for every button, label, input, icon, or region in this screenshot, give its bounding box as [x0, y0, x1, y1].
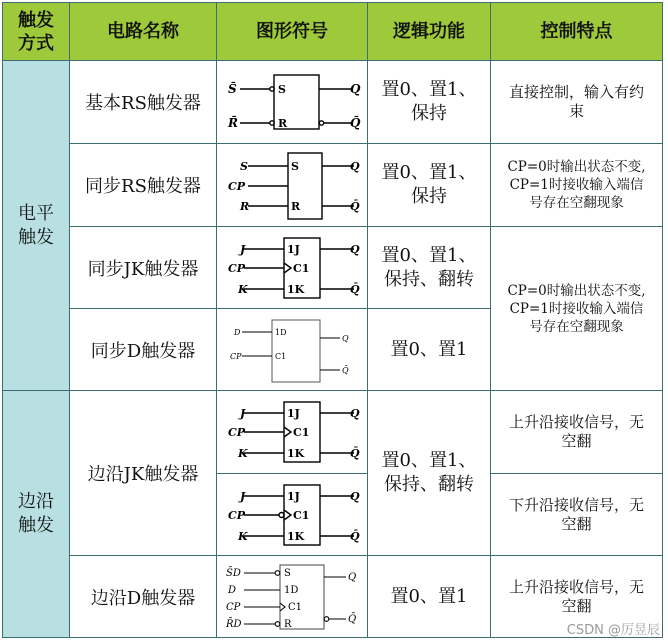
- input-label: R̄: [228, 116, 238, 130]
- symbol-edge-jk-rising: [217, 391, 368, 474]
- sync-rs-symbol: [222, 148, 362, 222]
- input-label: S̄D: [226, 567, 241, 579]
- pin-label: C1: [288, 601, 303, 613]
- watermark: CSDN @厉昱辰: [566, 623, 660, 638]
- clock-label: CP: [228, 508, 246, 522]
- symbol-sync-jk: [217, 227, 368, 309]
- symbol-sync-rs: [217, 144, 368, 227]
- output-label: Q: [350, 82, 361, 96]
- control-feature: 上升沿接收信号，无 空翻: [491, 391, 663, 474]
- input-label: D: [228, 584, 237, 596]
- pin-label: 1K: [287, 447, 305, 460]
- edge-jk-falling-symbol: [222, 480, 362, 550]
- circuit-name: 同步JK触发器: [70, 227, 217, 309]
- sync-jk-symbol: [222, 233, 362, 303]
- input-label: S̄: [228, 82, 237, 96]
- control-feature: CP=0时输出状态不变, CP=1时接收输入端信 号存在空翻现象: [491, 227, 663, 391]
- circuit-name: 边沿D触发器: [70, 556, 217, 638]
- header-logic-function: 逻辑功能: [368, 3, 491, 61]
- category-level-trigger: 电平 触发: [3, 61, 70, 391]
- circuit-name: 同步D触发器: [70, 309, 217, 391]
- pin-label: C1: [275, 351, 287, 361]
- pin-label: 1J: [287, 242, 300, 256]
- input-label: K: [238, 529, 248, 543]
- output-label: Q: [350, 242, 360, 256]
- output-label: Q̄: [350, 282, 360, 296]
- circuit-name: 边沿JK触发器: [70, 391, 217, 556]
- control-feature: CP=0时输出状态不变, CP=1时接收输入端信 号存在空翻现象: [491, 144, 663, 227]
- output-label: Q: [342, 333, 349, 343]
- output-label: Q̄: [350, 447, 360, 460]
- logic-function: 置0、置1、 保持: [368, 144, 491, 227]
- table-row: [3, 556, 663, 638]
- table-row: [3, 61, 663, 144]
- table-row: [3, 391, 663, 474]
- control-feature: 直接控制，输入有约 束: [491, 61, 663, 144]
- clock-label: CP: [226, 601, 241, 613]
- logic-function: 置0、置1、 保持、翻转: [368, 227, 491, 309]
- edge-d-symbol: [222, 561, 362, 633]
- category-edge-trigger: 边沿 触发: [3, 391, 70, 638]
- pin-label: 1D: [284, 584, 299, 596]
- edge-jk-rising-symbol: [222, 397, 362, 467]
- output-label: Q̄: [350, 116, 361, 130]
- output-label: Q: [348, 571, 357, 583]
- logic-function: 置0、置1、 保持: [368, 61, 491, 144]
- symbol-sync-d: [217, 309, 368, 391]
- clock-label: CP: [228, 180, 246, 193]
- control-feature: 下升沿接收信号，无 空翻: [491, 474, 663, 556]
- input-label: S: [240, 160, 248, 173]
- pin-label: C1: [293, 508, 310, 522]
- symbol-basic-rs: [217, 61, 368, 144]
- pin-label: C1: [293, 426, 310, 439]
- logic-function: 置0、置1: [368, 309, 491, 391]
- sync-d-symbol: [222, 314, 362, 386]
- input-label: K: [238, 447, 248, 460]
- pin-label: 1K: [287, 282, 305, 296]
- table-row: [3, 227, 663, 309]
- output-label: Q: [350, 160, 360, 173]
- control-feature: 上升沿接收信号，无 空翻: [491, 556, 663, 638]
- basic-rs-symbol: [222, 67, 362, 137]
- output-label: Q: [350, 489, 360, 503]
- pin-label: S: [291, 160, 299, 173]
- pin-label: 1J: [287, 407, 300, 420]
- output-label: Q̄: [350, 200, 360, 213]
- input-label: J: [240, 407, 246, 420]
- output-label: Q: [350, 407, 360, 420]
- pin-label: R: [278, 117, 288, 130]
- pin-label: R: [291, 200, 301, 213]
- pin-label: 1J: [287, 489, 300, 503]
- pin-label: C1: [293, 261, 310, 275]
- circuit-name: 基本RS触发器: [70, 61, 217, 144]
- header-circuit-name: 电路名称: [70, 3, 217, 61]
- input-label: D: [234, 327, 241, 337]
- pin-label: S: [284, 567, 291, 579]
- input-label: R̄D: [226, 618, 242, 630]
- input-label: K: [238, 282, 248, 296]
- pin-label: 1D: [275, 327, 287, 337]
- output-label: Q̄: [350, 529, 360, 543]
- output-label: Q̄: [342, 365, 349, 375]
- header-row: [3, 3, 663, 61]
- pin-label: R: [284, 618, 292, 630]
- clock-label: CP: [230, 351, 242, 361]
- clock-label: CP: [228, 261, 246, 275]
- symbol-edge-jk-falling: [217, 474, 368, 556]
- header-control-feature: 控制特点: [491, 3, 663, 61]
- logic-function: 置0、置1: [368, 556, 491, 638]
- circuit-name: 同步RS触发器: [70, 144, 217, 227]
- input-label: R: [240, 200, 250, 213]
- header-trigger-type: 触发 方式: [3, 3, 70, 61]
- header-symbol: 图形符号: [217, 3, 368, 61]
- input-label: J: [240, 489, 246, 503]
- clock-label: CP: [228, 426, 246, 439]
- pin-label: S: [278, 83, 286, 96]
- symbol-edge-d: [217, 556, 368, 638]
- flip-flop-comparison-table: [2, 2, 663, 638]
- pin-label: 1K: [287, 529, 305, 543]
- output-label: Q̄: [348, 613, 357, 625]
- logic-function: 置0、置1、 保持、翻转: [368, 391, 491, 556]
- input-label: J: [240, 242, 246, 256]
- table-row: [3, 144, 663, 227]
